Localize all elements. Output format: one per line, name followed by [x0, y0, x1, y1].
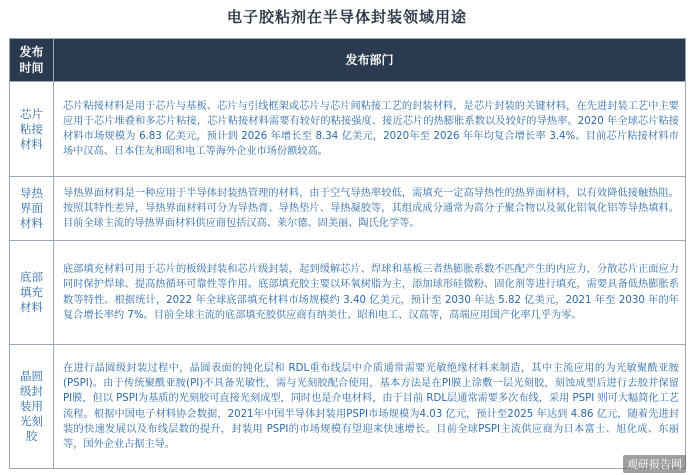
row-category: 导热界面材料 — [20, 186, 43, 230]
table-row — [10, 345, 686, 469]
watermark: 观研报告网 — [623, 455, 686, 473]
row-category-cell — [10, 82, 54, 177]
usage-table — [9, 38, 686, 469]
header-release-time: 发布时间 — [10, 39, 54, 82]
row-category-cell — [10, 241, 54, 345]
table-title: 电子胶粘剂在半导体封装领域用途 — [226, 8, 467, 26]
row-description: 在进行晶圆级封装过程中，晶圆表面的钝化层和 RDL重布线层中介质通常需要光敏绝缘材料来制造，其中主流应用的为光敏聚酰亚胺(PSPI)。由于传统聚酰亚胺(PI)不具备光敏性，需与光刻胶配合使用，基本方法是在PI膜上涂敷一层光刻胶，刻蚀成型后进行去胶并保留 PI膜，但以 PSPI为基质的光刻胶可直接光刻成型，同时也是介电材料，由于目前 RDL层通常需要多次布线，采用 PSPI 则可大幅简化工艺流程。根据中国电子材料协会数据，2021年中国半导体封装用PSPI市场规模为4.03 亿元，预计至2025 年达到 4.86 亿元，随着先进封装的快速发展以及布线层数的提升，封装用 PSPI的市场规模有望迎来快速增长。目前全球PSPI主流供应商为日本富士、旭化成、东丽等，国外企业占据主导。 — [54, 345, 686, 469]
row-category: 晶圆级封装用光刻胶 — [20, 369, 43, 443]
table-row — [10, 241, 686, 345]
row-description: 导热界面材料是一种应用于半导体封装热管理的材料，由于空气导热率较低，需填充一定高导热性的热界面材料，以有效降低接触热阻。按照其特性差异，导热界面材料可分为导热膏、导热垫片、导热凝胶等，其组成成分通常为高分子聚合物以及氮化铝氧化铝等导热填料。目前全球主流的导热界面材料供应商包括汉高、莱尔德、固美丽、陶氏化学等。 — [54, 177, 686, 241]
row-category: 芯片粘接材料 — [20, 106, 43, 151]
row-category: 底部填充材料 — [20, 270, 43, 314]
row-category-cell — [10, 177, 54, 241]
table-header-row — [10, 39, 686, 82]
row-description: 底部填充材料可用于芯片的板级封装和芯片级封装，起到缓解芯片、焊球和基板三者热膨胀系数不匹配产生的内应力，分散芯片正面应力同时保护焊球、提高热循环可靠性等作用。底部填充胶主要以环氧树脂为主，添加球形硅微粉、固化剂等进行填充，需要具备低热膨胀系数等特性。根据统计，2022 年全球底部填充材料市场规模约 3.40 亿美元，预计至 2030 年达 5.82 亿美元，2021 年至 2030 年的年复合增长率约 7%。目前全球主流的底部填充胶供应商有纳美仕、昭和电工、汉高等，高端应用国产化率几乎为零。 — [54, 241, 686, 345]
row-category-cell — [10, 345, 54, 469]
table-row — [10, 82, 686, 177]
row-description: 芯片粘接材料是用于芯片与基板、芯片与引线框架或芯片与芯片间粘接工艺的封装材料，是芯片封装的关键材料，在先进封装工艺中主要应用于芯片堆叠和多芯片粘接，芯片粘接材料需要有较好的粘接强度、接近芯片的热膨胀系数以及较好的导热率。2020 年全球芯片粘接材料市场规模为 6.83 亿美元，预计到 2026 年增长至 8.34 亿美元，2020年至 2026 年年均复合增长率 3.4%。目前芯片粘接材料市场中汉高、日本住友和昭和电工等海外企业市场份额较高。 — [54, 82, 686, 177]
header-release-department: 发布部门 — [54, 39, 686, 82]
table-row — [10, 177, 686, 241]
